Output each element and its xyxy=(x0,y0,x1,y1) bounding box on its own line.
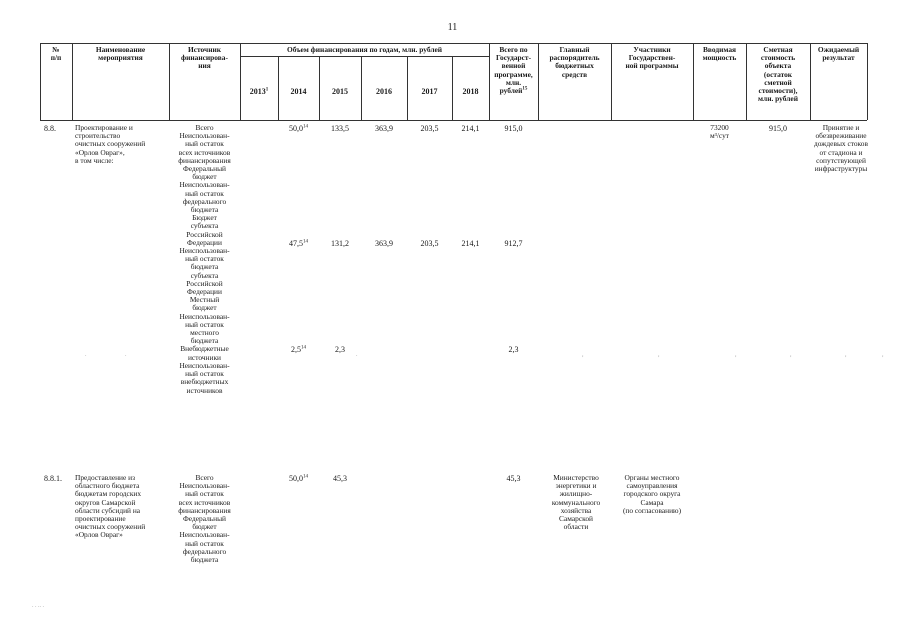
value-2014: 50,0$^{14}$ xyxy=(289,474,308,483)
scan-speck: , xyxy=(658,352,660,358)
col-line xyxy=(240,43,241,120)
value-2015: 2,3 xyxy=(335,345,345,354)
page-number: 11 xyxy=(447,22,458,33)
value-2014: 50,0$^{14}$ xyxy=(289,124,308,133)
header-2017: 2017 xyxy=(421,87,438,96)
header-result: Ожидаемый результат xyxy=(817,45,860,63)
header-manager: Главный распорядитель бюджетных средств xyxy=(549,45,600,79)
value-total: 915,0 xyxy=(504,124,523,133)
budget-manager: Министерство энергетики и жилищно- коммунального хозяйства Самарской области xyxy=(551,473,601,532)
value-2017: 203,5 xyxy=(420,124,439,133)
row-number: 8.8. xyxy=(44,124,56,133)
header-source: Источник финансирова- ния xyxy=(181,45,228,71)
scan-speck: . xyxy=(356,352,358,358)
header-capacity: Вводимая мощность xyxy=(702,45,737,63)
scan-speck: . . .. . xyxy=(32,603,44,609)
row-name: Проектирование и строительство очистных сооружений «Орлов Овраг», в том числе: xyxy=(75,123,146,165)
row-number: 8.8.1. xyxy=(44,474,62,483)
scan-speck: , xyxy=(882,352,884,358)
scan-speck: , xyxy=(845,352,847,358)
program-participants: Органы местного самоуправления городского округа Самара (по согласованию) xyxy=(622,473,682,515)
scan-speck: , xyxy=(582,352,584,358)
value-total: 912,7 xyxy=(504,239,523,248)
value-2014: $2,5^{14}$ xyxy=(291,345,306,354)
row-sources: Всего Неиспользован- ный остаток всех источников финансирования Федеральный бюджет Неиспользован- ный остаток федерального бюджета Бюджет субъекта Российской Федерации Неиспользован- ный остаток бюджета субъекта Российской Федерации Местный бюджет Неиспользован- ный остаток местного бюджета Внебюджетные источники Неиспользован- ный остаток внебюджетных источников xyxy=(178,123,231,395)
value-total: 45,3 xyxy=(506,474,521,483)
value-2016: 363,9 xyxy=(375,124,393,133)
value-2017: 203,5 xyxy=(420,239,439,248)
header-2015: 2015 xyxy=(332,87,348,96)
table-top-border xyxy=(40,43,867,44)
col-line xyxy=(867,43,868,120)
header-bottom-border xyxy=(40,120,867,121)
value-2016: 363,9 xyxy=(375,239,393,248)
header-participants: Участники Государствен- ной программы xyxy=(625,45,679,71)
scan-speck: . xyxy=(125,352,127,358)
header-2016: 2016 xyxy=(376,87,392,96)
header-num: № п/п xyxy=(50,45,62,63)
value-2018: 214,1 xyxy=(461,124,480,133)
value-2018: 214,1 xyxy=(461,239,480,248)
expected-result: Принятие и обезвреживание дождевых стоков от стадиона и сопутствующей инфраструктуры xyxy=(814,123,868,174)
row-sources: Всего Неиспользован- ный остаток всех источников финансирования Федеральный бюджет Неиспользован- ный остаток федерального бюджета xyxy=(178,473,231,565)
header-total: Всего по Государст- венной программе, млн. рублей$^{15}$ xyxy=(494,45,533,96)
header-2014: 2014 xyxy=(290,87,307,96)
header-2018: 2018 xyxy=(462,87,479,96)
row-name: Предоставление из областного бюджета бюджетам городских округов Самарской области субсидий на проектирование очистных сооружений «Орлов Овраг» xyxy=(75,473,146,540)
cost-value: 915,0 xyxy=(769,124,787,133)
capacity-value: 73200 м³/сут xyxy=(709,123,730,141)
value-2014: 47,5$^{14}$ xyxy=(289,239,308,248)
scan-speck: . xyxy=(85,352,87,358)
value-2015: 133,5 xyxy=(331,124,349,133)
header-2013: 2013$^1$ xyxy=(249,87,269,96)
value-total: 2,3 xyxy=(508,345,519,354)
value-2015: 131,2 xyxy=(331,239,349,248)
value-2015: 45,3 xyxy=(333,474,347,483)
header-funding: Объем финансирования по годам, млн. рублей xyxy=(286,45,443,54)
header-name: Наименование мероприятия xyxy=(95,45,146,63)
header-cost: Сметная стоимость объекта (остаток сметной стоимости), млн. рублей xyxy=(758,45,798,104)
scan-speck: , xyxy=(735,352,737,358)
scan-speck: , xyxy=(790,352,792,358)
